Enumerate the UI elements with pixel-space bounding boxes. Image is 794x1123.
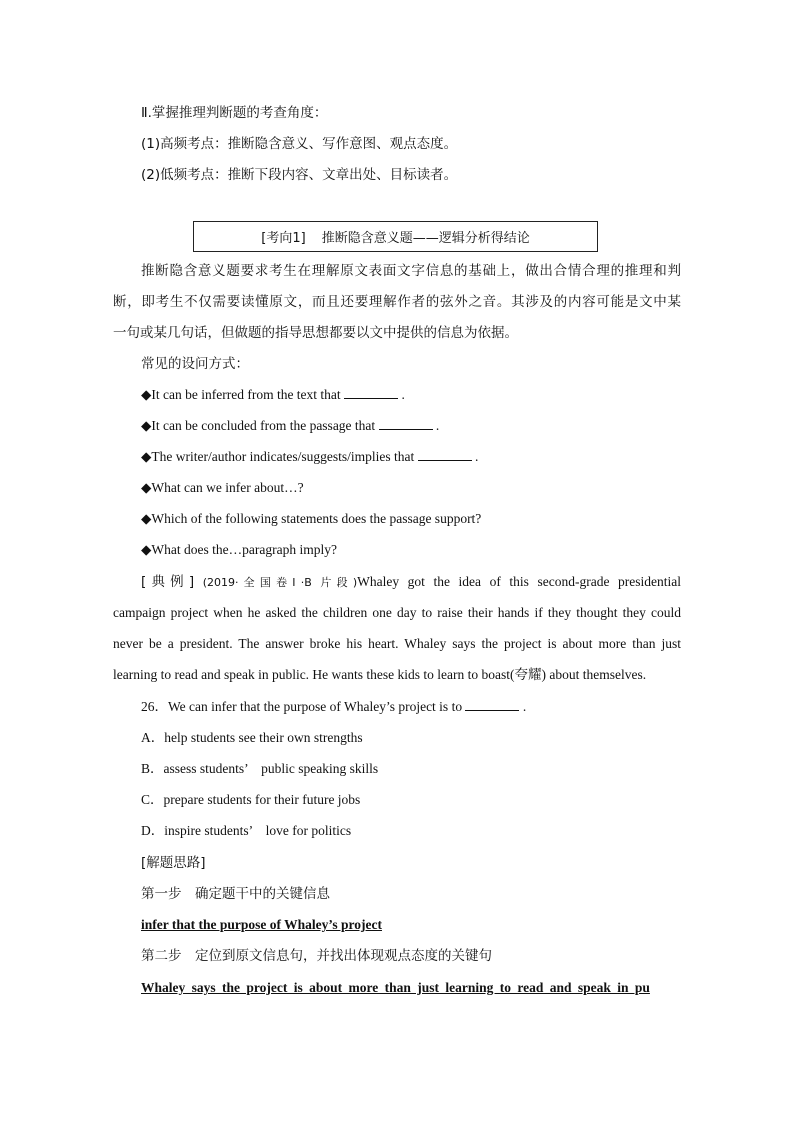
option-a: A．help students see their own strengths	[141, 730, 363, 745]
section-item-1: (1)高频考点：推断隐含意义、写作意图、观点态度。	[141, 136, 458, 152]
topic-box	[193, 221, 598, 252]
example-label: [典例]	[141, 574, 195, 590]
section-item-2: (2)低频考点：推断下段内容、文章出处、目标读者。	[141, 167, 458, 183]
question-form-5: ◆Which of the following statements does the passage support?	[141, 511, 482, 526]
example-line-2: campaign project when he asked the children one day to raise their hands if they thought they could	[113, 605, 681, 620]
solution-step-1-key: infer that the purpose of Whaley’s project	[141, 917, 382, 932]
question-form-6: ◆What does the…paragraph imply?	[141, 542, 337, 557]
intro-line-3: 一句或某几句话，但做题的指导思想都要以文中提供的信息为依据。	[113, 325, 518, 341]
example-line-1: [典例] (2019·全国卷Ⅰ·B 片段)Whaley got the idea of this second-grade presidential	[141, 574, 682, 590]
example-line-4: learning to read and speak in public. He wants these kids to learn to boast(夸耀) about themselves.	[113, 667, 647, 682]
example-line-3: never be a president. The answer broke his heart. Whaley says the project is about more than just	[113, 636, 681, 651]
solution-step-2-key: Whaley says the project is about more than just learning to read and speak in pu	[141, 980, 650, 995]
example-source: (2019·全国卷Ⅰ·B 片段)	[202, 576, 358, 589]
question-form-3: ◆The writer/author indicates/suggests/implies that .	[141, 449, 479, 464]
solution-step-1: 第一步 确定题干中的关键信息	[141, 886, 330, 902]
answer-blank	[465, 698, 519, 711]
question-form-4: ◆What can we infer about…?	[141, 480, 304, 495]
section-heading: Ⅱ.掌握推理判断题的考查角度：	[141, 105, 328, 121]
question-form-1: ◆It can be inferred from the text that .	[141, 387, 405, 402]
question-forms-heading: 常见的设问方式：	[141, 356, 249, 372]
answer-blank	[379, 417, 433, 430]
intro-line-2: 断，即考生不仅需要读懂原文，而且还要理解作者的弦外之音。其涉及的内容可能是文中某	[113, 294, 681, 310]
intro-line-1: 推断隐含意义题要求考生在理解原文表面文字信息的基础上，做出合情合理的推理和判	[141, 263, 681, 279]
option-d: D．inspire students’ love for politics	[141, 823, 352, 838]
topic-tag: [考向1]	[261, 231, 306, 246]
solution-step-2: 第二步 定位到原文信息句，并找出体现观点态度的关键句	[141, 948, 492, 964]
option-c: C．prepare students for their future jobs	[141, 792, 361, 807]
solution-heading: [解题思路]	[141, 855, 206, 871]
question-stem: 26．We can infer that the purpose of Whaley’s project is to .	[141, 699, 527, 714]
topic-title: 推断隐含意义题——逻辑分析得结论	[321, 231, 530, 246]
answer-blank	[344, 386, 398, 399]
question-form-2: ◆It can be concluded from the passage that .	[141, 418, 440, 433]
answer-blank	[418, 448, 472, 461]
option-b: B．assess students’ public speaking skills	[141, 761, 379, 776]
